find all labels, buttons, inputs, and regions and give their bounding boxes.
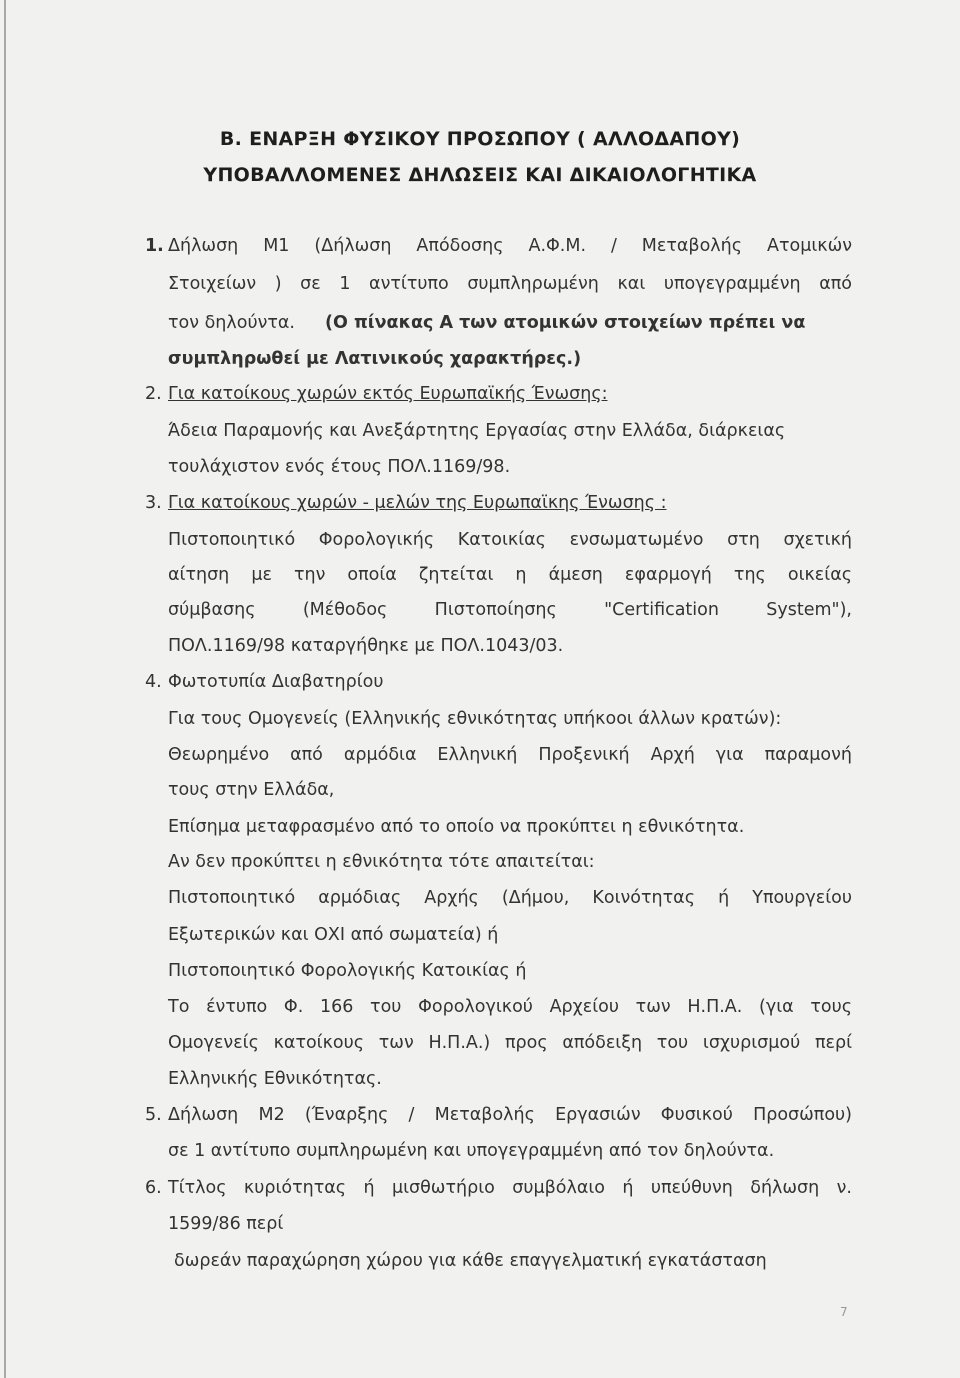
item-text-line: Θεωρημένο από αρμόδια Ελληνική Προξενική Αρχή για παραμονή (168, 745, 852, 765)
item-text-line-bold: συμπληρωθεί με Λατινικούς χαρακτήρες.) (168, 349, 582, 369)
item-text-line-bold: (Ο πίνακας Α των ατομικών στοιχείων πρέπει να (325, 313, 806, 333)
item-text-line: Εξωτερικών και ΟΧΙ από σωματεία) ή (168, 925, 499, 945)
item-text-line: ΠΟΛ.1169/98 καταργήθηκε με ΠΟΛ.1043/03. (168, 636, 564, 656)
item-text-line: 1599/86 περί (168, 1214, 284, 1234)
item-text-line: Αν δεν προκύπτει η εθνικότητα τότε απαιτείται: (168, 852, 595, 872)
item-text-line: Δήλωση Μ1 (Δήλωση Απόδοσης Α.Φ.Μ. / Μεταβολής Ατομικών (168, 236, 852, 256)
item-text-line: δωρεάν παραχώρηση χώρου για κάθε επαγγελματική εγκατάσταση (174, 1251, 767, 1271)
item-text-line: Για τους Ομογενείς (Ελληνικής εθνικότητας υπήκοοι άλλων κρατών): (168, 709, 782, 729)
item-text-line: Στοιχείων ) σε 1 αντίτυπο συμπληρωμένη και υπογεγραμμένη από (168, 274, 852, 294)
item-text-line: σύμβασης (Μέθοδος Πιστοποίησης "Certification System"), (168, 600, 852, 620)
item-heading: Για κατοίκους χωρών - μελών της Ευρωπαϊκης Ένωσης : (168, 493, 667, 513)
item-number: 6. (145, 1178, 162, 1198)
item-text-line: Τίτλος κυριότητας ή μισθωτήριο συμβόλαιο ή υπεύθυνη δήλωση ν. (168, 1178, 852, 1198)
document-subtitle: ΥΠΟΒΑΛΛΟΜΕΝΕΣ ΔΗΛΩΣΕΙΣ ΚΑΙ ΔΙΚΑΙΟΛΟΓΗΤΙΚΑ (203, 164, 757, 186)
item-text-line: Πιστοποιητικό αρμόδιας Αρχής (Δήμου, Κοινότητας ή Υπουργείου (168, 888, 852, 908)
item-text-line: Ομογενείς κατοίκους των Η.Π.Α.) προς απόδειξη του ισχυρισμού περί (168, 1033, 852, 1053)
item-text-line: σε 1 αντίτυπο συμπληρωμένη και υπογεγραμμένη από τον δηλούντα. (168, 1141, 775, 1161)
item-number: 1. (145, 236, 164, 256)
item-text-line: τον δηλούντα. (168, 313, 295, 333)
document-title: Β. ΕΝΑΡΞΗ ΦΥΣΙΚΟΥ ΠΡΟΣΩΠΟΥ ( ΑΛΛΟΔΑΠΟΥ) (219, 128, 741, 150)
item-text-line: αίτηση με την οποία ζητείται η άμεση εφαρμογή της οικείας (168, 565, 852, 585)
item-number: 2. (145, 384, 162, 404)
item-heading: Για κατοίκους χωρών εκτός Ευρωπαϊκής Ένωσης: (168, 384, 608, 404)
item-text-line: τουλάχιστον ενός έτους ΠΟΛ.1169/98. (168, 457, 511, 477)
item-text-line: Πιστοποιητικό Φορολογικής Κατοικίας ενσωματωμένο στη σχετική (168, 530, 852, 550)
item-text-line: Δήλωση Μ2 (Έναρξης / Μεταβολής Εργασιών Φυσικού Προσώπου) (168, 1105, 852, 1125)
item-number: 3. (145, 493, 162, 513)
binding-margin-line (4, 0, 6, 1378)
page-number: 7 (840, 1305, 848, 1319)
item-text-line: Πιστοποιητικό Φορολογικής Κατοικίας ή (168, 961, 527, 981)
item-text-line: Ελληνικής Εθνικότητας. (168, 1069, 382, 1089)
item-text-line: Επίσημα μεταφρασμένο από το οποίο να προκύπτει η εθνικότητα. (168, 817, 745, 837)
item-text-line: Άδεια Παραμονής και Ανεξάρτητης Εργασίας στην Ελλάδα, διάρκειας (168, 421, 786, 441)
item-text-line: Το έντυπο Φ. 166 του Φορολογικού Αρχείου των Η.Π.Α. (για τους (168, 997, 852, 1017)
item-number: 4. (145, 672, 162, 692)
item-text-line: τους στην Ελλάδα, (168, 780, 335, 800)
item-number: 5. (145, 1105, 162, 1125)
item-heading: Φωτοτυπία Διαβατηρίου (168, 672, 384, 692)
